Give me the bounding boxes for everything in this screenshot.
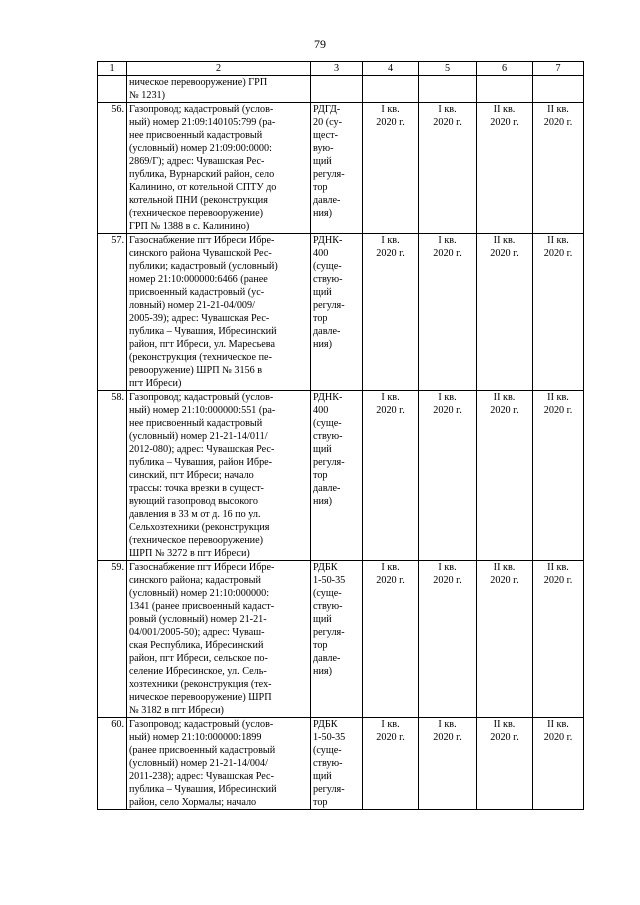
- desc-line: публика – Чувашия, район Ибре-: [129, 457, 273, 468]
- cell-line: ния): [313, 666, 332, 677]
- column-header: 2: [127, 62, 311, 76]
- desc-line: синский, пгт Ибреси; начало: [129, 470, 254, 481]
- cell-line: давле-: [313, 653, 341, 664]
- desc-line: селение Ибресинское, ул. Сель-: [129, 666, 267, 677]
- column-header: 6: [477, 62, 533, 76]
- design-quarter-cell: [419, 391, 477, 561]
- row-number: 56.: [98, 103, 127, 234]
- table-row: [98, 103, 584, 234]
- regulator-cell: [311, 234, 363, 391]
- desc-line: (условный) номер 21-21-14/004/: [129, 758, 268, 769]
- desc-line: номер 21:10:000000:6466 (ранее: [129, 274, 268, 285]
- cell-line: давле-: [313, 483, 341, 494]
- cell-line: ствую-: [313, 274, 343, 285]
- cell-line: 2020 г.: [376, 248, 405, 259]
- cell-line: ния): [313, 339, 332, 350]
- cell-line: щий: [313, 771, 332, 782]
- cell-line: II кв.: [493, 562, 516, 573]
- header-row: [98, 62, 584, 76]
- cell-line: 2020 г.: [376, 732, 405, 743]
- row-number: 60.: [98, 718, 127, 810]
- desc-line: ный) номер 21:09:140105:799 (ра-: [129, 117, 276, 128]
- cell-line: I кв.: [438, 235, 457, 246]
- continuation-desc-cell: [127, 76, 311, 103]
- continuation-num-cell: [98, 76, 127, 103]
- desc-line: вующий газопровод высокого: [129, 496, 258, 507]
- empty-cell: [311, 76, 363, 103]
- regulator-cell: [311, 103, 363, 234]
- work-end-cell: [533, 234, 584, 391]
- cell-line: 2020 г.: [543, 117, 573, 128]
- description-cell: [127, 391, 311, 561]
- cell-line: II кв.: [547, 104, 569, 115]
- desc-line: Калинино, от котельной СПТУ до: [129, 182, 277, 193]
- desc-line: публика – Чувашия, Ибресинский: [129, 326, 277, 337]
- cell-line: 2020 г.: [433, 732, 462, 743]
- cell-line: вую-: [313, 143, 334, 154]
- cell-line: щий: [313, 444, 332, 455]
- work-start-cell: [477, 391, 533, 561]
- cell-line: 2020 г.: [490, 248, 519, 259]
- row-number: 57.: [98, 234, 127, 391]
- cell-line: тор: [313, 182, 328, 193]
- column-header: 5: [419, 62, 477, 76]
- desc-line: хозтехники (реконструкция (тех-: [129, 679, 272, 690]
- cell-line: 400: [313, 405, 329, 416]
- design-quarter-cell: [419, 103, 477, 234]
- cell-line: регуля-: [313, 457, 345, 468]
- desc-line: 2011-238); адрес: Чувашская Рес-: [129, 771, 274, 782]
- work-end-cell: [533, 103, 584, 234]
- desc-line: ническое перевооружение) ШРП: [129, 692, 272, 703]
- desc-line: (условный) номер 21:10:000000:: [129, 588, 270, 599]
- cell-line: щий: [313, 287, 332, 298]
- cell-line: ния): [313, 208, 332, 219]
- cell-line: I кв.: [381, 719, 400, 730]
- desc-line: давления в 33 м от д. 16 по ул.: [129, 509, 261, 520]
- desc-line: нее присвоенный кадастровый: [129, 418, 263, 429]
- desc-line: 2005-39); адрес: Чувашская Рес-: [129, 313, 270, 324]
- cell-line: РДБК: [313, 719, 338, 730]
- column-header: 1: [98, 62, 127, 76]
- cell-line: I кв.: [381, 104, 400, 115]
- row-number: 59.: [98, 561, 127, 718]
- column-header: 3: [311, 62, 363, 76]
- cell-line: II кв.: [493, 235, 516, 246]
- desc-line: присвоенный кадастровый (ус-: [129, 287, 265, 298]
- work-start-cell: [477, 103, 533, 234]
- cell-line: РДНК-: [313, 235, 343, 246]
- cell-line: тор: [313, 640, 328, 651]
- work-start-cell: [477, 561, 533, 718]
- cell-line: давле-: [313, 326, 341, 337]
- desc-line: Газопровод; кадастровый (услов-: [129, 392, 274, 403]
- cell-line: II кв.: [493, 719, 516, 730]
- desc-line: публики; кадастровый (условный): [129, 261, 278, 272]
- cell-line: ния): [313, 496, 332, 507]
- cell-line: II кв.: [547, 719, 569, 730]
- cell-line: II кв.: [547, 235, 569, 246]
- desc-line: ревооружение) ШРП № 3156 в: [129, 365, 263, 376]
- desc-line: (техническое перевооружение): [129, 208, 264, 219]
- cell-line: 2020 г.: [490, 117, 519, 128]
- cell-line: тор: [313, 313, 328, 324]
- cell-line: 1-50-35: [313, 575, 346, 586]
- row-number: 58.: [98, 391, 127, 561]
- desc-line: ская Республика, Ибресинский: [129, 640, 264, 651]
- table-row: [98, 234, 584, 391]
- desc-line: ловный) номер 21-21-04/009/: [129, 300, 255, 311]
- cell-line: 2020 г.: [376, 575, 405, 586]
- desc-line: синского района Чувашской Рес-: [129, 248, 272, 259]
- desc-line: нее присвоенный кадастровый: [129, 130, 263, 141]
- cell-line: ствую-: [313, 601, 343, 612]
- cell-line: 2020 г.: [543, 575, 573, 586]
- cell-line: ствую-: [313, 431, 343, 442]
- cell-line: щест-: [313, 130, 338, 141]
- work-end-cell: [533, 561, 584, 718]
- cell-line: I кв.: [381, 392, 400, 403]
- start-quarter-cell: [363, 561, 419, 718]
- cell-line: 2020 г.: [433, 248, 462, 259]
- desc-line: район, пгт Ибреси, сельское по-: [129, 653, 268, 664]
- start-quarter-cell: [363, 718, 419, 810]
- work-end-cell: [533, 718, 584, 810]
- design-quarter-cell: [419, 718, 477, 810]
- desc-line: Газопровод; кадастровый (услов-: [129, 719, 274, 730]
- table-row: [98, 718, 584, 810]
- desc-line: (условный) номер 21:09:00:0000:: [129, 143, 272, 154]
- desc-line: ный) номер 21:10:000000:551 (ра-: [129, 405, 276, 416]
- continuation-row: [98, 76, 584, 103]
- cell-line: (суще-: [313, 745, 342, 756]
- cell-line: 2020 г.: [433, 405, 462, 416]
- desc-line: трассы: точка врезки в сущест-: [129, 483, 264, 494]
- desc-line: район, пгт Ибреси, ул. Маресьева: [129, 339, 275, 350]
- desc-line: котельной ПНИ (реконструкция: [129, 195, 268, 206]
- cell-line: регуля-: [313, 300, 345, 311]
- cell-line: (суще-: [313, 588, 342, 599]
- cell-line: РДБК: [313, 562, 338, 573]
- column-header: 4: [363, 62, 419, 76]
- description-cell: [127, 718, 311, 810]
- desc-line: Газоснабжение пгт Ибреси Ибре-: [129, 235, 275, 246]
- desc-line: Сельхозтехники (реконструкция: [129, 522, 270, 533]
- desc-line: Газоснабжение пгт Ибреси Ибре-: [129, 562, 275, 573]
- desc-line: район, село Хормалы; начало: [129, 797, 257, 808]
- cell-line: I кв.: [438, 562, 457, 573]
- desc-line: ШРП № 3272 в пгт Ибреси): [129, 548, 250, 559]
- table-row: [98, 561, 584, 718]
- desc-line: ГРП № 1388 в с. Калинино): [129, 221, 250, 232]
- cell-line: II кв.: [547, 392, 569, 403]
- empty-cell: [419, 76, 477, 103]
- work-start-cell: [477, 718, 533, 810]
- design-quarter-cell: [419, 561, 477, 718]
- cell-line: I кв.: [438, 392, 457, 403]
- cell-line: 2020 г.: [543, 732, 573, 743]
- desc-line: (условный) номер 21-21-14/011/: [129, 431, 268, 442]
- description-cell: [127, 103, 311, 234]
- desc-line: ровый (условный) номер 21-21-: [129, 614, 267, 625]
- cell-line: 2020 г.: [490, 405, 519, 416]
- desc-line: (ранее присвоенный кадастровый: [129, 745, 276, 756]
- desc-line: ническое перевооружение) ГРП: [129, 77, 268, 88]
- cell-line: 2020 г.: [490, 575, 519, 586]
- cell-line: I кв.: [438, 104, 457, 115]
- cell-line: тор: [313, 470, 328, 481]
- work-start-cell: [477, 234, 533, 391]
- empty-cell: [363, 76, 419, 103]
- cell-line: II кв.: [493, 104, 516, 115]
- cell-line: щий: [313, 156, 332, 167]
- start-quarter-cell: [363, 103, 419, 234]
- design-quarter-cell: [419, 234, 477, 391]
- page-number: 79: [314, 37, 326, 51]
- cell-line: регуля-: [313, 784, 345, 795]
- description-cell: [127, 234, 311, 391]
- cell-line: I кв.: [381, 235, 400, 246]
- cell-line: щий: [313, 614, 332, 625]
- cell-line: 2020 г.: [433, 575, 462, 586]
- desc-line: 2012-080); адрес: Чувашская Рес-: [129, 444, 275, 455]
- desc-line: № 1231): [129, 90, 166, 101]
- cell-line: 2020 г.: [376, 405, 405, 416]
- cell-line: регуля-: [313, 627, 345, 638]
- cell-line: давле-: [313, 195, 341, 206]
- cell-line: 2020 г.: [376, 117, 405, 128]
- desc-line: пгт Ибреси): [129, 378, 182, 389]
- table-row: [98, 391, 584, 561]
- desc-line: публика – Чувашия, Ибресинский: [129, 784, 277, 795]
- empty-cell: [477, 76, 533, 103]
- cell-line: тор: [313, 797, 328, 808]
- empty-cell: [533, 76, 584, 103]
- desc-line: ный) номер 21:10:000000:1899: [129, 732, 262, 743]
- cell-line: 1-50-35: [313, 732, 346, 743]
- cell-line: РДГД-: [313, 104, 341, 115]
- cell-line: (суще-: [313, 418, 342, 429]
- description-cell: [127, 561, 311, 718]
- desc-line: (техническое перевооружение): [129, 535, 264, 546]
- works-table: [97, 61, 584, 810]
- regulator-cell: [311, 718, 363, 810]
- regulator-cell: [311, 391, 363, 561]
- start-quarter-cell: [363, 234, 419, 391]
- cell-line: 20 (су-: [313, 117, 343, 128]
- cell-line: 2020 г.: [543, 405, 573, 416]
- regulator-cell: [311, 561, 363, 718]
- desc-line: публика, Вурнарский район, село: [129, 169, 275, 180]
- cell-line: ствую-: [313, 758, 343, 769]
- cell-line: II кв.: [547, 562, 569, 573]
- cell-line: РДНК-: [313, 392, 343, 403]
- cell-line: регуля-: [313, 169, 345, 180]
- work-end-cell: [533, 391, 584, 561]
- cell-line: (суще-: [313, 261, 342, 272]
- desc-line: 04/001/2005-50); адрес: Чуваш-: [129, 627, 265, 638]
- desc-line: синского района; кадастровый: [129, 575, 261, 586]
- desc-line: Газопровод; кадастровый (услов-: [129, 104, 274, 115]
- cell-line: 400: [313, 248, 329, 259]
- cell-line: 2020 г.: [433, 117, 462, 128]
- desc-line: 2869/Г); адрес: Чувашская Рес-: [129, 156, 265, 167]
- cell-line: I кв.: [438, 719, 457, 730]
- cell-line: II кв.: [493, 392, 516, 403]
- start-quarter-cell: [363, 391, 419, 561]
- column-header: 7: [533, 62, 584, 76]
- desc-line: 1341 (ранее присвоенный кадаст-: [129, 601, 275, 612]
- cell-line: 2020 г.: [490, 732, 519, 743]
- desc-line: № 3182 в пгт Ибреси): [129, 705, 224, 716]
- cell-line: I кв.: [381, 562, 400, 573]
- cell-line: 2020 г.: [543, 248, 573, 259]
- desc-line: (реконструкция (техническое пе-: [129, 352, 272, 363]
